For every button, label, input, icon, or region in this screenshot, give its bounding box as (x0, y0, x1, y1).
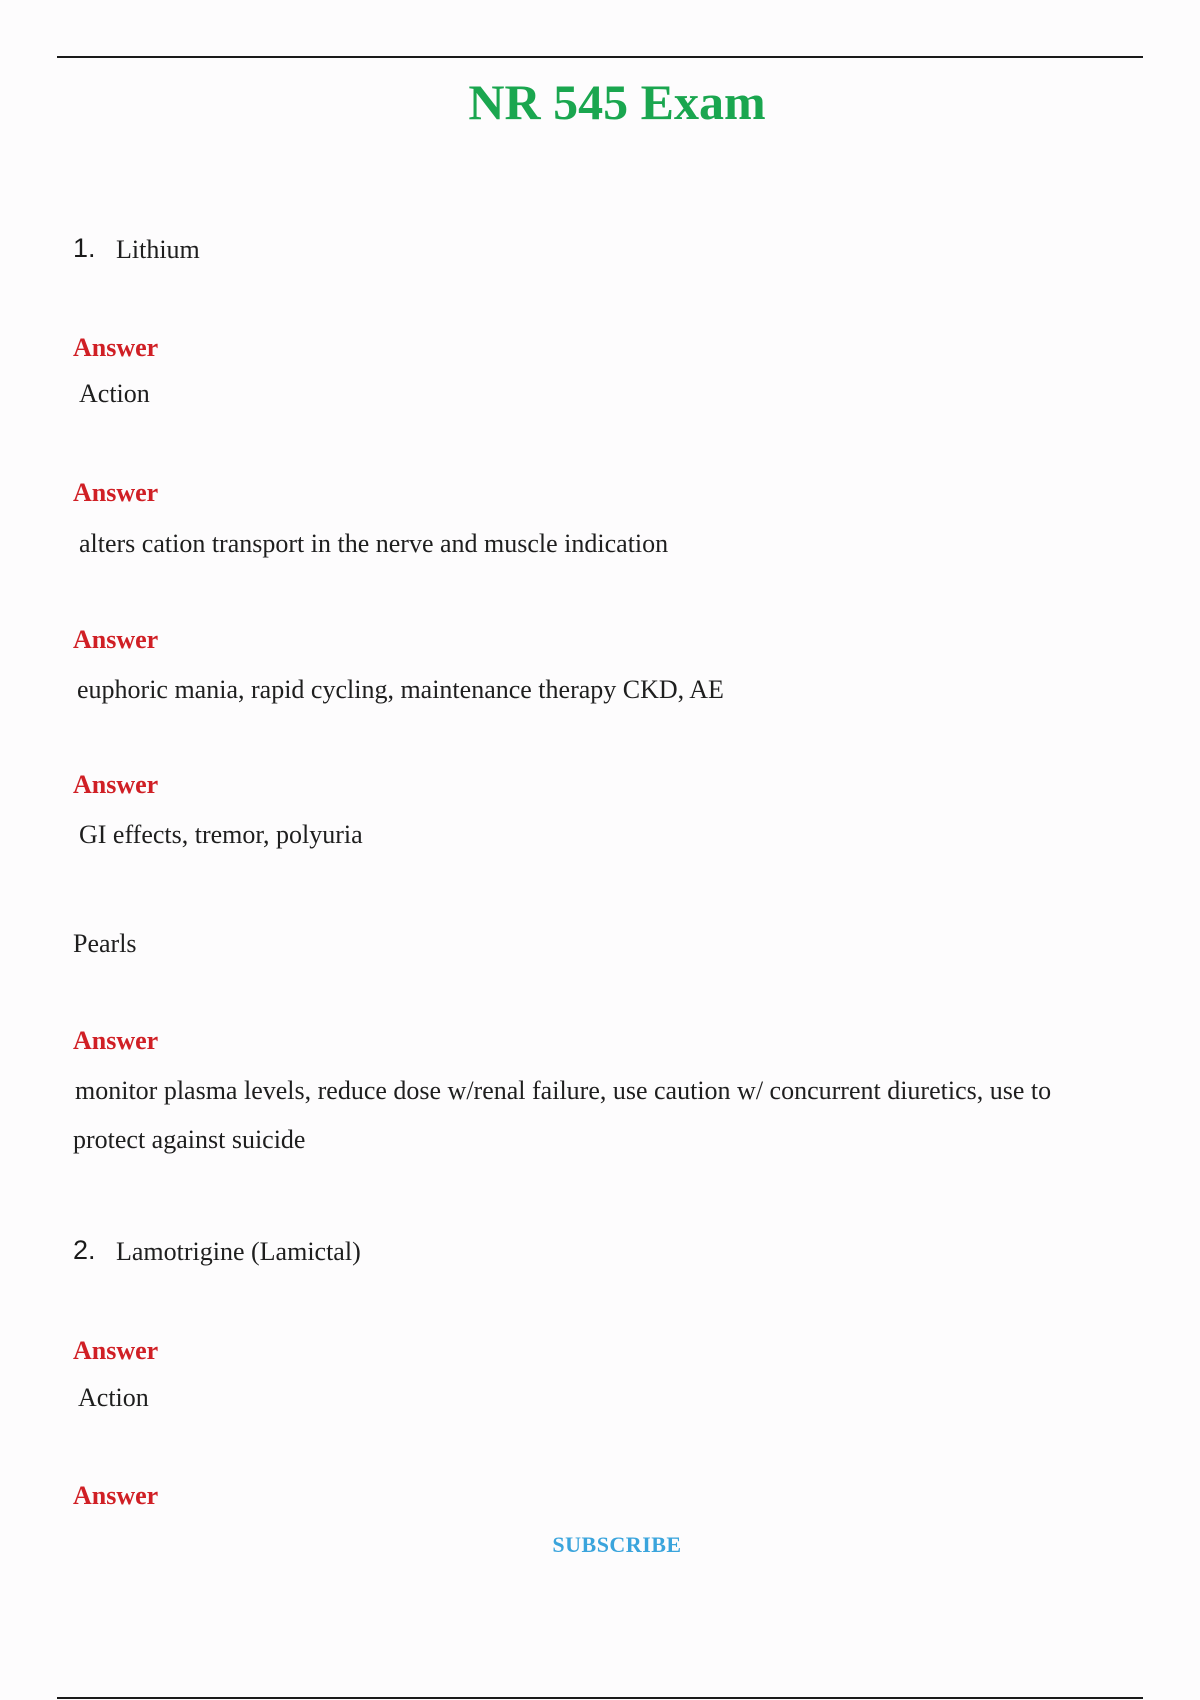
answer-text-continued: protect against suicide (73, 1125, 306, 1154)
answer-label: Answer (73, 625, 159, 654)
answer-label: Answer (73, 333, 159, 362)
question-2-number: 2. (73, 1235, 96, 1265)
answer-text: monitor plasma levels, reduce dose w/renal failure, use caution w/ concurrent diuretics, use to (75, 1076, 1052, 1105)
answer-label: Answer (73, 1481, 159, 1510)
top-rule (57, 56, 1143, 58)
answer-text: Action (79, 379, 150, 408)
question-1-text: Lithium (116, 235, 200, 264)
question-1-number: 1. (73, 233, 96, 263)
bottom-rule (57, 1697, 1143, 1699)
pearls-heading: Pearls (73, 929, 137, 958)
subscribe-link[interactable]: SUBSCRIBE (552, 1532, 682, 1557)
answer-label: Answer (73, 1336, 159, 1365)
question-2-text: Lamotrigine (Lamictal) (116, 1237, 361, 1266)
answer-text: alters cation transport in the nerve and muscle indication (79, 529, 669, 558)
answer-text: euphoric mania, rapid cycling, maintenance therapy CKD, AE (77, 675, 724, 704)
answer-label: Answer (73, 478, 159, 507)
answer-text: Action (78, 1383, 149, 1412)
answer-label: Answer (73, 1026, 159, 1055)
answer-label: Answer (73, 770, 159, 799)
answer-text: GI effects, tremor, polyuria (79, 820, 363, 849)
page-title: NR 545 Exam (468, 74, 766, 130)
